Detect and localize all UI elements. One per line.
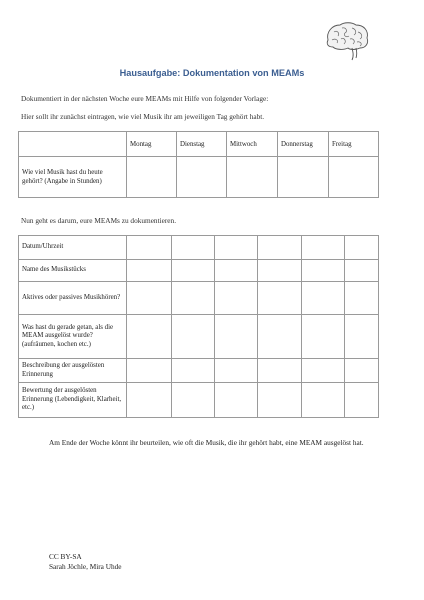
table-row xyxy=(19,282,379,315)
entry-cell[interactable] xyxy=(345,359,379,383)
entry-cell[interactable] xyxy=(172,260,215,282)
closing-text: Am Ende der Woche könnt ihr beurteilen, wie oft die Musik, die ihr gehört habt, eine MEAM ausgelöst hat. xyxy=(49,438,364,447)
entry-cell[interactable] xyxy=(258,236,302,260)
entry-cell[interactable] xyxy=(215,315,258,359)
day-header: Dienstag xyxy=(177,132,227,157)
brain-icon xyxy=(322,20,372,62)
section-text: Nun geht es darum, eure MEAMs zu dokumentieren. xyxy=(21,216,177,225)
day-header: Freitag xyxy=(329,132,379,157)
row-label: Name des Musikstücks xyxy=(19,260,127,282)
table-row xyxy=(19,315,379,359)
entry-cell[interactable] xyxy=(302,359,345,383)
page-title: Hausaufgabe: Dokumentation von MEAMs xyxy=(119,68,305,78)
entry-cell[interactable] xyxy=(258,282,302,315)
entry-cell[interactable] xyxy=(345,260,379,282)
entry-cell[interactable] xyxy=(127,359,172,383)
row-label: Wie viel Musik hast du heute gehört? (Angabe in Stunden) xyxy=(19,157,127,198)
entry-cell[interactable] xyxy=(127,236,172,260)
entry-cell[interactable] xyxy=(172,282,215,315)
license-text: CC BY-SA xyxy=(49,552,82,561)
entry-cell[interactable] xyxy=(127,282,172,315)
entry-cell[interactable] xyxy=(258,359,302,383)
entry-cell[interactable] xyxy=(302,260,345,282)
header-empty-cell xyxy=(19,132,127,157)
day-header: Donnerstag xyxy=(278,132,329,157)
entry-cell[interactable] xyxy=(329,157,379,198)
authors-text: Sarah Jöchle, Mira Uhde xyxy=(49,562,122,571)
entry-cell[interactable] xyxy=(172,383,215,418)
entry-cell[interactable] xyxy=(127,315,172,359)
day-header: Mittwoch xyxy=(227,132,278,157)
entry-cell[interactable] xyxy=(127,260,172,282)
table-header-row xyxy=(19,132,379,157)
entry-cell[interactable] xyxy=(172,359,215,383)
table-row xyxy=(19,359,379,383)
intro-text: Dokumentiert in der nächsten Woche eure MEAMs mit Hilfe von folgender Vorlage: xyxy=(21,94,269,103)
entry-cell[interactable] xyxy=(302,383,345,418)
table-row xyxy=(19,383,379,418)
footer xyxy=(49,552,122,572)
entry-cell[interactable] xyxy=(215,383,258,418)
table-row xyxy=(19,236,379,260)
entry-cell[interactable] xyxy=(177,157,227,198)
row-label: Datum/Uhrzeit xyxy=(19,236,127,260)
entry-cell[interactable] xyxy=(258,383,302,418)
entry-cell[interactable] xyxy=(302,315,345,359)
instruction-text: Hier sollt ihr zunächst eintragen, wie viel Musik ihr am jeweiligen Tag gehört habt. xyxy=(21,112,265,121)
day-header: Montag xyxy=(127,132,177,157)
row-label: Was hast du gerade getan, als die MEAM ausgelöst wurde? (aufräumen, kochen etc.) xyxy=(19,315,127,359)
entry-cell[interactable] xyxy=(215,236,258,260)
entry-cell[interactable] xyxy=(345,383,379,418)
entry-cell[interactable] xyxy=(215,260,258,282)
entry-cell[interactable] xyxy=(278,157,329,198)
table-row xyxy=(19,157,379,198)
entry-cell[interactable] xyxy=(127,383,172,418)
entry-cell[interactable] xyxy=(258,260,302,282)
entry-cell[interactable] xyxy=(215,282,258,315)
entry-cell[interactable] xyxy=(302,282,345,315)
table-row xyxy=(19,260,379,282)
row-label: Bewertung der ausgelösten Erinnerung (Lebendigkeit, Klarheit, etc.) xyxy=(19,383,127,418)
entry-cell[interactable] xyxy=(172,315,215,359)
entry-cell[interactable] xyxy=(215,359,258,383)
entry-cell[interactable] xyxy=(127,157,177,198)
entry-cell[interactable] xyxy=(345,282,379,315)
music-hours-table xyxy=(18,131,379,198)
entry-cell[interactable] xyxy=(258,315,302,359)
entry-cell[interactable] xyxy=(227,157,278,198)
entry-cell[interactable] xyxy=(345,236,379,260)
entry-cell[interactable] xyxy=(172,236,215,260)
row-label: Aktives oder passives Musikhören? xyxy=(19,282,127,315)
row-label: Beschreibung der ausgelösten Erinnerung xyxy=(19,359,127,383)
entry-cell[interactable] xyxy=(345,315,379,359)
meam-documentation-table xyxy=(18,235,379,418)
entry-cell[interactable] xyxy=(302,236,345,260)
